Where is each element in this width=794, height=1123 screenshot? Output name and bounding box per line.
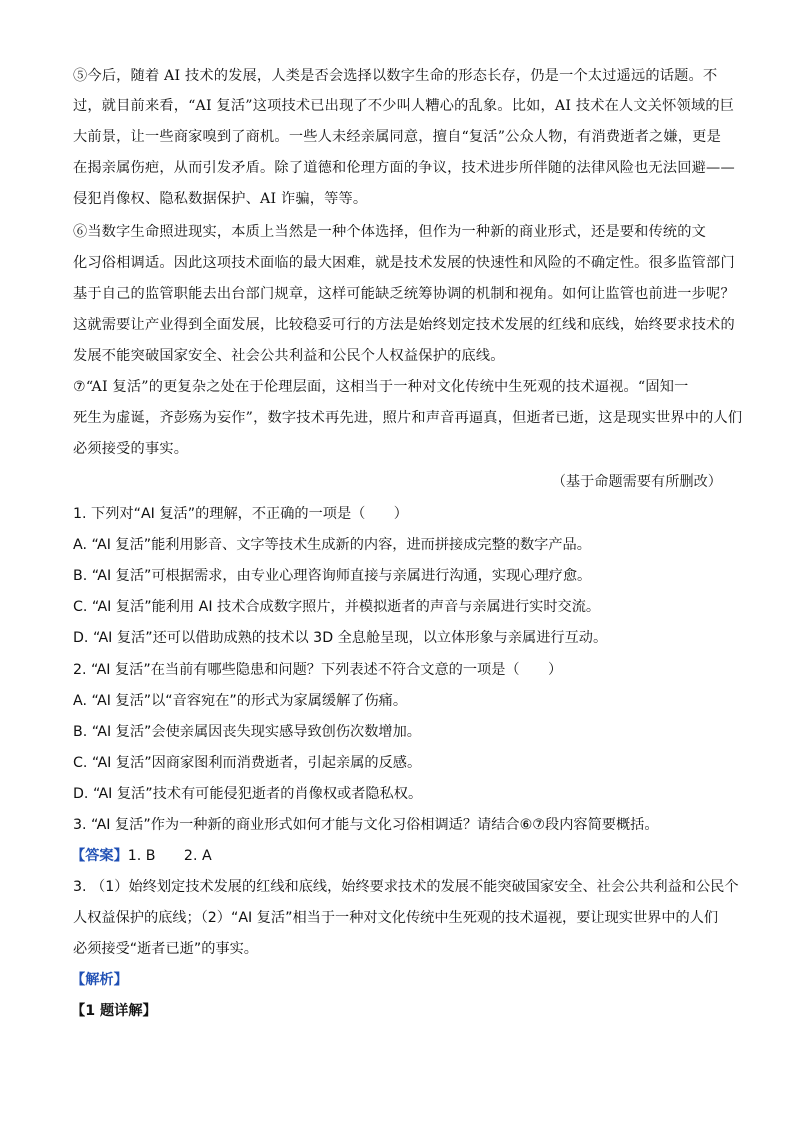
analysis-subtag: 【1 题详解】 — [71, 1003, 157, 1019]
p6-line: ⑥当数字生命照进现实，本质上当然是一种个体选择，但作为一种新的商业形式，还是要和传统的文 — [73, 224, 707, 240]
source-note: （基于命题需要有所删改） — [551, 474, 722, 490]
answer-line: 人权益保护的底线；（2）“AI 复活”相当于一种对文化传统中生死观的技术逼视，要让现实世界中的人们 — [73, 910, 719, 926]
p5-line: ⑤今后，随着 AI 技术的发展，人类是否会选择以数字生命的形态长存，仍是一个太过遥远的话题。不 — [73, 68, 718, 84]
question-1-option: B. “AI 复活”可根据需求，由专业心理咨询师直接与亲属进行沟通，实现心理疗愈。 — [73, 568, 592, 584]
answer-row — [71, 845, 212, 867]
p5-line: 过，就目前来看，“AI 复活”这项技术已出现了不少叫人糟心的乱象。比如，AI 技术在人文关怀领域的巨 — [73, 98, 735, 114]
question-2-stem: 2. “AI 复活”在当前有哪些隐患和问题？下列表述不符合文意的一项是（ ） — [73, 662, 563, 678]
question-1-option: D. “AI 复活”还可以借助成熟的技术以 3D 全息舱呈现，以立体形象与亲属进行互动。 — [73, 630, 608, 646]
question-1-option: C. “AI 复活”能利用 AI 技术合成数字照片，并模拟逝者的声音与亲属进行实时交流。 — [73, 599, 601, 615]
p5-line: 侵犯肖像权、隐私数据保护、AI 诈骗，等等。 — [73, 191, 368, 207]
question-2-option: A. “AI 复活”以“音容宛在”的形式为家属缓解了伤痛。 — [73, 693, 408, 709]
question-2-option: B. “AI 复活”会使亲属因丧失现实感导致创伤次数增加。 — [73, 724, 421, 740]
answer-line: 必须接受“逝者已逝”的事实。 — [73, 941, 258, 957]
question-1-option: A. “AI 复活”能利用影音、文字等技术生成新的内容，进而拼接成完整的数字产品。 — [73, 537, 591, 553]
p7-line: 必须接受的事实。 — [73, 441, 189, 457]
p6-line: 这就需要让产业得到全面发展，比较稳妥可行的方法是始终划定技术发展的红线和底线，始终要求技术的 — [73, 317, 735, 333]
p6-line: 化习俗相调适。因此这项技术面临的最大困难，就是技术发展的快速性和风险的不确定性。很多监管部门 — [73, 255, 735, 271]
p7-line: ⑦“AI 复活”的更复杂之处在于伦理层面，这相当于一种对文化传统中生死观的技术逼视。“固知一 — [73, 379, 689, 395]
p5-line: 在揭亲属伤疤，从而引发矛盾。除了道德和伦理方面的争议，技术进步所伴随的法律风险也无法回避—— — [73, 160, 735, 176]
question-2-option: C. “AI 复活”因商家图利而消费逝者，引起亲属的反感。 — [73, 755, 422, 771]
answer-text: 1. B 2. A — [127, 848, 212, 864]
p6-line: 基于自己的监管职能去出台部门规章，这样可能缺乏统筹协调的机制和视角。如何让监管也前进一步呢？ — [73, 286, 735, 302]
p7-line: 死生为虚诞，齐彭殇为妄作”，数字技术再先进，照片和声音再逼真，但逝者已逝，这是现实世界中的人们 — [73, 410, 743, 426]
p6-line: 发展不能突破国家安全、社会公共利益和公民个人权益保护的底线。 — [73, 348, 505, 364]
answer-tag: 【答案】 — [71, 848, 128, 864]
answer-line: 3. （1）始终划定技术发展的红线和底线，始终要求技术的发展不能突破国家安全、社会公共利益和公民个 — [73, 879, 739, 895]
question-2-option: D. “AI 复活”技术有可能侵犯逝者的肖像权或者隐私权。 — [73, 786, 423, 802]
question-1-stem: 1. 下列对“AI 复活”的理解，不正确的一项是（ ） — [73, 506, 408, 522]
analysis-tag: 【解析】 — [71, 972, 128, 988]
question-3-stem: 3. “AI 复活”作为一种新的商业形式如何才能与文化习俗相调适？请结合⑥⑦段内容简要概括。 — [73, 817, 659, 833]
p5-line: 大前景，让一些商家嗅到了商机。一些人未经亲属同意，擅自“复活”公众人物，有消费逝者之嫌，更是 — [73, 129, 721, 145]
